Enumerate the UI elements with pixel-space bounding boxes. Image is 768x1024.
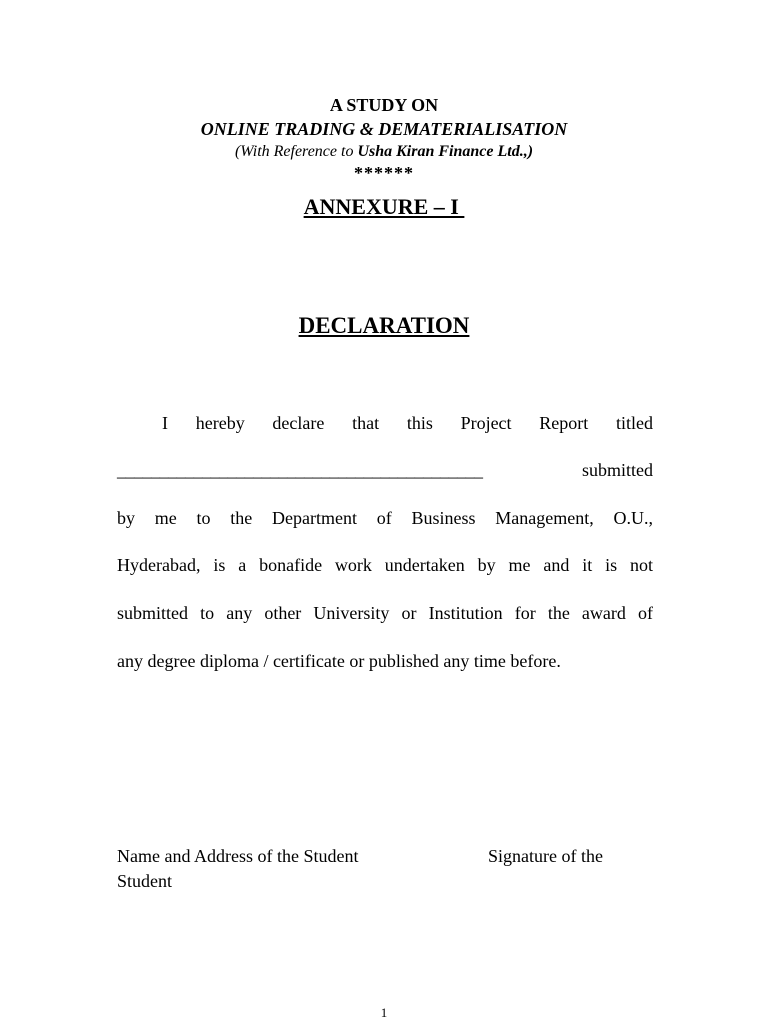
- annexure-label: ANNEXURE – I: [303, 194, 465, 219]
- declaration-line-2: [117, 458, 653, 482]
- declaration-line-1: I hereby declare that this Project Report titled: [162, 413, 653, 433]
- student-name-address-block: [117, 844, 358, 894]
- declaration-title-text: DECLARATION: [298, 313, 470, 338]
- study-title: ONLINE TRADING & DEMATERIALISATION: [200, 119, 568, 139]
- student-name-address-label: Name and Address of the Student: [117, 846, 359, 866]
- study-heading: A STUDY ON: [329, 95, 439, 115]
- page-number: 1: [380, 1005, 388, 1020]
- submitted-word: submitted: [582, 460, 653, 480]
- title-blank-line: ___________________________________________: [117, 460, 483, 480]
- declaration-line-5: submitted to any other University or Institution for the award of: [117, 603, 653, 623]
- signature-label: Signature of the: [488, 846, 603, 866]
- student-label: Student: [117, 871, 173, 891]
- annexure-heading: [0, 193, 768, 221]
- reference-prefix: (With Reference to: [234, 143, 358, 160]
- declaration-line-6: any degree diploma / certificate or published any time before.: [117, 651, 561, 671]
- declaration-title: [0, 311, 768, 341]
- declaration-line-4: Hyderabad, is a bonafide work undertaken by me and it is not: [117, 555, 653, 575]
- reference-company: Usha Kiran Finance Ltd.,): [357, 143, 534, 160]
- declaration-line-3: by me to the Department of Business Management, O.U.,: [117, 508, 653, 528]
- stars-separator: ******: [354, 163, 414, 183]
- reference-line: [0, 142, 768, 162]
